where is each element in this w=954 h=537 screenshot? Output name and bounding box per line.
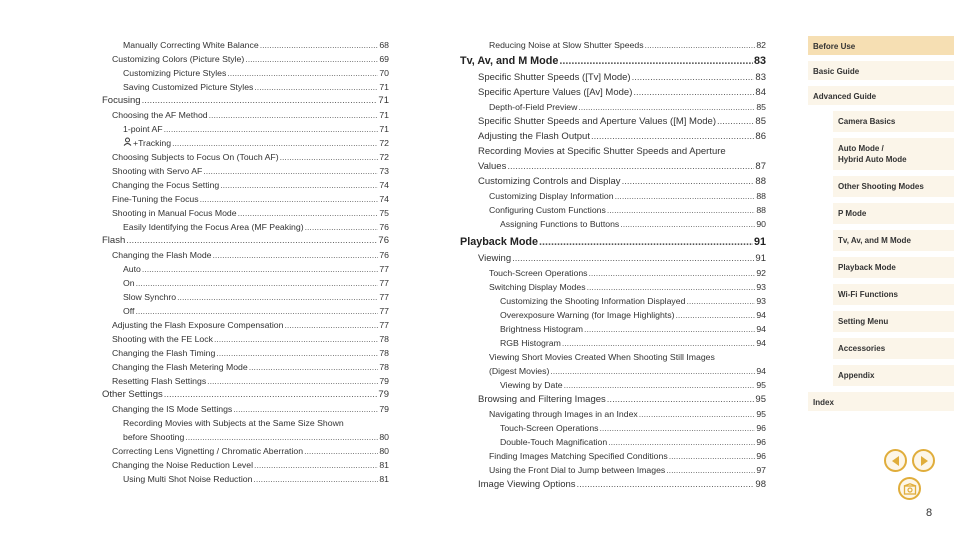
toc-entry-tv-av-and-m-mode[interactable] bbox=[460, 52, 766, 70]
leader-dots bbox=[220, 178, 378, 192]
sidebar-item-index[interactable] bbox=[808, 392, 954, 412]
leader-dots bbox=[213, 248, 379, 262]
leader-dots bbox=[587, 280, 756, 294]
toc-entry-focusing[interactable] bbox=[102, 94, 389, 108]
toc-entry-title: Correcting Lens Vignetting / Chromatic Aberration bbox=[112, 446, 304, 456]
toc-entry-specific-shutter-speeds-tv-mode[interactable] bbox=[460, 70, 766, 85]
toc-entry-page: 79 bbox=[379, 376, 389, 386]
toc-entry-changing-the-flash-mode[interactable] bbox=[102, 248, 389, 262]
toc-entry-page: 84 bbox=[755, 87, 766, 98]
toc-entry-page: 93 bbox=[756, 296, 766, 306]
toc-entry-title: Saving Customized Picture Styles bbox=[123, 82, 254, 92]
toc-entry-page: 90 bbox=[756, 219, 766, 229]
toc-entry-browsing-and-filtering-images[interactable] bbox=[460, 392, 766, 407]
leader-dots bbox=[254, 458, 378, 472]
toc-entry-title: Customizing Picture Styles bbox=[123, 68, 227, 78]
toc-entry-on[interactable] bbox=[102, 276, 389, 290]
toc-entry-title: Changing the Noise Reduction Level bbox=[112, 460, 254, 470]
toc-entry-page: 69 bbox=[379, 54, 389, 64]
toc-entry-page: 94 bbox=[756, 338, 766, 348]
leader-dots bbox=[203, 164, 378, 178]
toc-entry-customizing-the-shooting-information-dis[interactable] bbox=[460, 294, 766, 308]
leader-dots bbox=[185, 430, 378, 444]
leader-dots bbox=[607, 392, 755, 407]
sidebar-item-label: Auto Mode / Hybrid Auto Mode bbox=[838, 144, 907, 164]
toc-entry-specific-shutter-speeds-and-aperture-val[interactable] bbox=[460, 114, 766, 129]
toc-entry-title: Changing the Flash Timing bbox=[112, 348, 216, 358]
toc-entry-page: 71 bbox=[379, 82, 389, 92]
leader-dots bbox=[608, 435, 755, 449]
toc-entry-page: 91 bbox=[755, 253, 766, 264]
sidebar-item-p-mode[interactable] bbox=[833, 203, 954, 225]
toc-entry-title: Viewing bbox=[478, 253, 512, 264]
sidebar-item-label: Accessories bbox=[838, 344, 886, 353]
toc-entry-page: 94 bbox=[756, 324, 766, 334]
toc-entry-title: On bbox=[123, 278, 135, 288]
toc-entry-page: 88 bbox=[756, 205, 766, 215]
toc-entry-before-shooting[interactable] bbox=[102, 430, 389, 444]
toc-entry-title: Finding Images Matching Specified Conditions bbox=[489, 451, 668, 461]
toc-entry-page: 77 bbox=[379, 320, 389, 330]
leader-dots bbox=[135, 304, 378, 318]
toc-entry-page: 96 bbox=[756, 423, 766, 433]
sidebar-item-label: Advanced Guide bbox=[813, 92, 877, 101]
toc-entry-page: 76 bbox=[379, 222, 389, 232]
leader-dots bbox=[615, 189, 756, 203]
toc-entry-title: (Digest Movies) bbox=[489, 366, 550, 376]
toc-entry-resetting-flash-settings[interactable] bbox=[102, 374, 389, 388]
sidebar-item-accessories[interactable] bbox=[833, 338, 954, 360]
leader-dots bbox=[550, 364, 755, 378]
toc-entry-title: Fine-Tuning the Focus bbox=[112, 194, 199, 204]
sidebar-item-before-use[interactable] bbox=[808, 36, 954, 56]
toc-entry-changing-the-flash-timing[interactable] bbox=[102, 346, 389, 360]
leader-dots bbox=[591, 129, 754, 144]
toc-entry-title: Specific Aperture Values ([Av] Mode) bbox=[478, 87, 633, 98]
toc-entry-title: Resetting Flash Settings bbox=[112, 376, 207, 386]
toc-entry-navigating-through-images-in-an-index[interactable] bbox=[460, 407, 766, 421]
toc-entry-page: 88 bbox=[755, 176, 766, 187]
toc-entry-title: RGB Histogram bbox=[500, 338, 561, 348]
leader-dots bbox=[280, 150, 379, 164]
toc-entry-page: 94 bbox=[756, 366, 766, 376]
toc-entry-title: Double-Touch Magnification bbox=[500, 437, 608, 447]
toc-entry-title: Adjusting the Flash Output bbox=[478, 131, 590, 142]
triangle-right-icon bbox=[918, 455, 930, 467]
toc-entry-touch-screen-operations[interactable] bbox=[460, 266, 766, 280]
sidebar-item-label: Camera Basics bbox=[838, 117, 896, 126]
toc-entry-title: Choosing Subjects to Focus On (Touch AF) bbox=[112, 152, 279, 162]
leader-dots bbox=[233, 402, 378, 416]
sidebar-item-label: Basic Guide bbox=[813, 67, 860, 76]
leader-dots bbox=[633, 85, 754, 100]
leader-dots bbox=[666, 463, 755, 477]
leader-dots bbox=[245, 52, 378, 66]
toc-entry-title: Using Multi Shot Noise Reduction bbox=[123, 474, 253, 484]
sidebar-item-camera-basics[interactable] bbox=[833, 111, 954, 133]
toc-entry-easily-identifying-the-focus-area-mf-pea[interactable] bbox=[102, 220, 389, 234]
toc-entry-flash[interactable] bbox=[102, 234, 389, 248]
toc-entry-page: 87 bbox=[755, 161, 766, 172]
leader-dots bbox=[164, 388, 378, 402]
toc-entry-page: 81 bbox=[379, 460, 389, 470]
toc-entry-changing-the-flash-metering-mode[interactable] bbox=[102, 360, 389, 374]
toc-entry-title: Customizing Display Information bbox=[489, 191, 614, 201]
toc-entry-viewing-by-date[interactable] bbox=[460, 378, 766, 392]
leader-dots bbox=[164, 122, 379, 136]
toc-entry-title: Focusing bbox=[102, 95, 141, 106]
toc-entry-switching-display-modes[interactable] bbox=[460, 280, 766, 294]
toc-entry-other-settings[interactable] bbox=[102, 388, 389, 402]
toc-entry-customizing-picture-styles[interactable] bbox=[102, 66, 389, 80]
toc-entry-page: 73 bbox=[379, 166, 389, 176]
leader-dots bbox=[675, 308, 755, 322]
toc-entry-depth-of-field-preview[interactable] bbox=[460, 100, 766, 114]
toc-entry-specific-aperture-values-av-mode[interactable] bbox=[460, 85, 766, 100]
leader-dots bbox=[607, 203, 755, 217]
toc-entry-title: before Shooting bbox=[123, 432, 185, 442]
triangle-left-icon bbox=[890, 455, 902, 467]
toc-entry-title: Adjusting the Flash Exposure Compensation bbox=[112, 320, 284, 330]
toc-entry-page: 95 bbox=[756, 380, 766, 390]
leader-dots bbox=[645, 38, 756, 52]
leader-dots bbox=[214, 332, 378, 346]
toc-entry-customizing-colors-picture-style[interactable] bbox=[102, 52, 389, 66]
leader-dots bbox=[172, 136, 378, 150]
leader-dots bbox=[227, 66, 378, 80]
toc-entry-viewing-short-movies-created-when-shooti[interactable] bbox=[460, 350, 766, 364]
sidebar-item-label: Setting Menu bbox=[838, 317, 889, 326]
toc-entry-recording-movies-with-subjects-at-the-sa[interactable] bbox=[102, 416, 389, 430]
toc-entry-page: 78 bbox=[379, 334, 389, 344]
page-number: 8 bbox=[926, 507, 933, 519]
sidebar-item-label: Index bbox=[813, 398, 834, 407]
toc-entry-adjusting-the-flash-output[interactable] bbox=[460, 129, 766, 144]
leader-dots bbox=[562, 336, 756, 350]
sidebar-item-setting-menu[interactable] bbox=[833, 311, 954, 333]
sidebar-item-label: Appendix bbox=[838, 371, 875, 380]
sidebar-item-label: Wi-Fi Functions bbox=[838, 290, 898, 299]
leader-dots bbox=[209, 108, 379, 122]
toc-entry-page: 85 bbox=[755, 116, 766, 127]
toc-entry-using-multi-shot-noise-reduction[interactable] bbox=[102, 472, 389, 486]
sidebar-item-basic-guide[interactable] bbox=[808, 61, 954, 81]
toc-column-left bbox=[102, 38, 389, 486]
toc-entry-shooting-with-the-fe-lock[interactable] bbox=[102, 332, 389, 346]
sidebar-item-appendix[interactable] bbox=[833, 365, 954, 387]
toc-entry-using-the-front-dial-to-jump-between-ima[interactable] bbox=[460, 463, 766, 477]
toc-entry-page: 94 bbox=[756, 310, 766, 320]
toc-entry-playback-mode[interactable] bbox=[460, 233, 766, 251]
toc-entry-title: Customizing Controls and Display bbox=[478, 176, 621, 187]
leader-dots bbox=[249, 360, 379, 374]
leader-dots bbox=[559, 52, 753, 70]
leader-dots bbox=[305, 220, 379, 234]
toc-entry-title: Auto bbox=[123, 264, 141, 274]
leader-dots bbox=[620, 217, 755, 231]
toc-entry-page: 88 bbox=[756, 191, 766, 201]
toc-entry-fine-tuning-the-focus[interactable] bbox=[102, 192, 389, 206]
leader-dots bbox=[238, 206, 379, 220]
toc-entry-brightness-histogram[interactable] bbox=[460, 322, 766, 336]
sidebar-item-other-shooting-modes[interactable] bbox=[833, 176, 954, 198]
toc-entry-customizing-controls-and-display[interactable] bbox=[460, 174, 766, 189]
toc-entry-title: Assigning Functions to Buttons bbox=[500, 219, 620, 229]
toc-entry-page: 98 bbox=[755, 479, 766, 490]
toc-entry-shooting-in-manual-focus-mode[interactable] bbox=[102, 206, 389, 220]
leader-dots bbox=[622, 174, 755, 189]
toc-entry-values[interactable] bbox=[460, 159, 766, 174]
toc-entry-page: 78 bbox=[379, 362, 389, 372]
toc-entry-page: 71 bbox=[379, 124, 389, 134]
leader-dots bbox=[669, 449, 756, 463]
toc-entry-page: 77 bbox=[379, 264, 389, 274]
toc-entry-title: Shooting in Manual Focus Mode bbox=[112, 208, 237, 218]
toc-entry-title: Specific Shutter Speeds and Aperture Values ([M] Mode) bbox=[478, 116, 716, 127]
leader-dots bbox=[304, 444, 378, 458]
toc-entry-changing-the-is-mode-settings[interactable] bbox=[102, 402, 389, 416]
leader-dots bbox=[260, 38, 379, 52]
leader-dots bbox=[507, 159, 754, 174]
toc-entry-saving-customized-picture-styles[interactable] bbox=[102, 80, 389, 94]
toc-entry-title: Configuring Custom Functions bbox=[489, 205, 606, 215]
toc-entry-title: Browsing and Filtering Images bbox=[478, 394, 606, 405]
toc-entry-page: 75 bbox=[379, 208, 389, 218]
toc-column-middle bbox=[460, 38, 766, 492]
toc-entry-page: 81 bbox=[379, 474, 389, 484]
toc-entry-tracking[interactable] bbox=[102, 136, 389, 150]
toc-entry-title: Depth-of-Field Preview bbox=[489, 102, 578, 112]
toc-entry-touch-screen-operations[interactable] bbox=[460, 421, 766, 435]
section-sidebar bbox=[808, 36, 954, 417]
toc-entry-title: Viewing by Date bbox=[500, 380, 563, 390]
leader-dots bbox=[142, 94, 378, 108]
toc-entry-title: Brightness Histogram bbox=[500, 324, 584, 334]
toc-entry-page: 92 bbox=[756, 268, 766, 278]
toc-entry-page: 76 bbox=[378, 235, 389, 246]
sidebar-item-advanced-guide[interactable] bbox=[808, 86, 954, 106]
toc-entry-page: 83 bbox=[753, 55, 766, 67]
toc-entry-title: Switching Display Modes bbox=[489, 282, 586, 292]
toc-entry-page: 68 bbox=[379, 40, 389, 50]
leader-dots bbox=[717, 114, 754, 129]
toc-entry-page: 80 bbox=[379, 432, 389, 442]
leader-dots bbox=[207, 374, 378, 388]
toc-entry-page: 74 bbox=[379, 194, 389, 204]
toc-entry-customizing-display-information[interactable] bbox=[460, 189, 766, 203]
previous-page-button[interactable] bbox=[884, 449, 907, 472]
leader-dots bbox=[539, 233, 753, 251]
toc-entry-page: 85 bbox=[756, 102, 766, 112]
leader-dots bbox=[578, 100, 755, 114]
toc-entry-title: Customizing Colors (Picture Style) bbox=[112, 54, 245, 64]
toc-entry-finding-images-matching-specified-condit[interactable] bbox=[460, 449, 766, 463]
toc-entry-page: 97 bbox=[756, 465, 766, 475]
sidebar-item-tv-av-and-m-mode[interactable] bbox=[833, 230, 954, 252]
toc-entry-page: 77 bbox=[379, 278, 389, 288]
toc-entry-title: Image Viewing Options bbox=[478, 479, 576, 490]
toc-entry-page: 70 bbox=[379, 68, 389, 78]
toc-entry-title: Overexposure Warning (for Image Highlights) bbox=[500, 310, 675, 320]
toc-entry-page: 83 bbox=[755, 72, 766, 83]
sidebar-item-label: Tv, Av, and M Mode bbox=[838, 236, 911, 245]
toc-entry-title: Easily Identifying the Focus Area (MF Peaking) bbox=[123, 222, 304, 232]
toc-entry-page: 79 bbox=[378, 389, 389, 400]
toc-entry-title: Changing the Flash Mode bbox=[112, 250, 212, 260]
leader-dots bbox=[142, 262, 378, 276]
toc-entry-page: 71 bbox=[379, 110, 389, 120]
leader-dots bbox=[632, 70, 755, 85]
leader-dots bbox=[200, 192, 379, 206]
toc-entry-title: Flash bbox=[102, 235, 126, 246]
toc-entry-1-point-af[interactable] bbox=[102, 122, 389, 136]
toc-entry-digest-movies[interactable] bbox=[460, 364, 766, 378]
leader-dots bbox=[577, 477, 755, 492]
next-page-button[interactable] bbox=[912, 449, 935, 472]
leader-dots bbox=[686, 294, 755, 308]
toc-entry-page: 79 bbox=[379, 404, 389, 414]
toc-entry-title: Manually Correcting White Balance bbox=[123, 40, 259, 50]
toc-entry-page: 80 bbox=[379, 446, 389, 456]
toc-entry-rgb-histogram[interactable] bbox=[460, 336, 766, 350]
toc-entry-title: Values bbox=[478, 161, 507, 172]
leader-dots bbox=[564, 378, 756, 392]
toc-entry-configuring-custom-functions[interactable] bbox=[460, 203, 766, 217]
sidebar-item-auto-mode-hybrid-auto-mode[interactable] bbox=[833, 138, 954, 171]
leader-dots bbox=[177, 290, 378, 304]
toc-entry-title: +Tracking bbox=[123, 136, 171, 150]
toc-entry-page: 96 bbox=[756, 451, 766, 461]
toc-entry-title: Shooting with the FE Lock bbox=[112, 334, 213, 344]
toc-entry-page: 74 bbox=[379, 180, 389, 190]
sidebar-item-wi-fi-functions[interactable] bbox=[833, 284, 954, 306]
toc-entry-title: Touch-Screen Operations bbox=[489, 268, 588, 278]
toc-entry-page: 95 bbox=[756, 409, 766, 419]
toc-entry-title: Navigating through Images in an Index bbox=[489, 409, 638, 419]
toc-entry-title: Playback Mode bbox=[460, 236, 539, 248]
toc-entry-title: Recording Movies at Specific Shutter Speeds and Aperture bbox=[478, 146, 726, 157]
toc-entry-page: 71 bbox=[378, 95, 389, 106]
toc-entry-adjusting-the-flash-exposure-compensatio[interactable] bbox=[102, 318, 389, 332]
toc-entry-image-viewing-options[interactable] bbox=[460, 477, 766, 492]
toc-entry-manually-correcting-white-balance[interactable] bbox=[102, 38, 389, 52]
toc-entry-recording-movies-at-specific-shutter-spe[interactable] bbox=[460, 144, 766, 159]
toc-entry-viewing[interactable] bbox=[460, 251, 766, 266]
toc-entry-reducing-noise-at-slow-shutter-speeds[interactable] bbox=[460, 38, 766, 52]
leader-dots bbox=[284, 318, 378, 332]
toc-entry-title: Other Settings bbox=[102, 389, 163, 400]
leader-dots bbox=[589, 266, 756, 280]
toc-entry-page: 82 bbox=[756, 40, 766, 50]
sidebar-item-label: Other Shooting Modes bbox=[838, 182, 924, 191]
face-icon bbox=[123, 137, 132, 146]
toc-entry-title: Changing the Focus Setting bbox=[112, 180, 220, 190]
toc-entry-page: 96 bbox=[756, 437, 766, 447]
toc-entry-correcting-lens-vignetting-chromatic-abe[interactable] bbox=[102, 444, 389, 458]
toc-entry-title: Changing the Flash Metering Mode bbox=[112, 362, 248, 372]
sidebar-item-label: Playback Mode bbox=[838, 263, 896, 272]
toc-entry-title: Customizing the Shooting Information Displayed bbox=[500, 296, 686, 306]
sidebar-item-label: P Mode bbox=[838, 209, 867, 218]
leader-dots bbox=[253, 472, 378, 486]
toc-entry-page: 77 bbox=[379, 306, 389, 316]
toc-entry-overexposure-warning-for-image-highlight[interactable] bbox=[460, 308, 766, 322]
toc-entry-page: 95 bbox=[755, 394, 766, 405]
toc-entry-slow-synchro[interactable] bbox=[102, 290, 389, 304]
toc-entry-off[interactable] bbox=[102, 304, 389, 318]
toc-entry-page: 91 bbox=[753, 236, 766, 248]
toc-entry-title: Off bbox=[123, 306, 135, 316]
toc-entry-choosing-subjects-to-focus-on-touch-af[interactable] bbox=[102, 150, 389, 164]
toc-entry-page: 72 bbox=[379, 138, 389, 148]
toc-entry-title: Using the Front Dial to Jump between Images bbox=[489, 465, 666, 475]
toc-entry-title: Slow Synchro bbox=[123, 292, 177, 302]
leader-dots bbox=[136, 276, 379, 290]
toc-entry-title: Tv, Av, and M Mode bbox=[460, 55, 559, 67]
toc-entry-title: Reducing Noise at Slow Shutter Speeds bbox=[489, 40, 644, 50]
home-icon bbox=[903, 483, 917, 495]
sidebar-item-label: Before Use bbox=[813, 42, 856, 51]
toc-entry-title: Recording Movies with Subjects at the Same Size Shown bbox=[123, 418, 344, 428]
toc-entry-title: Shooting with Servo AF bbox=[112, 166, 203, 176]
leader-dots bbox=[600, 421, 756, 435]
toc-entry-choosing-the-af-method[interactable] bbox=[102, 108, 389, 122]
toc-entry-page: 93 bbox=[756, 282, 766, 292]
toc-entry-title: 1-point AF bbox=[123, 124, 163, 134]
toc-entry-title: Changing the IS Mode Settings bbox=[112, 404, 233, 414]
toc-entry-title: Touch-Screen Operations bbox=[500, 423, 599, 433]
toc-entry-double-touch-magnification[interactable] bbox=[460, 435, 766, 449]
toc-entry-changing-the-noise-reduction-level[interactable] bbox=[102, 458, 389, 472]
toc-entry-title: Viewing Short Movies Created When Shooting Still Images bbox=[489, 352, 715, 362]
toc-entry-page: 78 bbox=[379, 348, 389, 358]
leader-dots bbox=[584, 322, 755, 336]
toc-entry-page: 86 bbox=[755, 131, 766, 142]
leader-dots bbox=[126, 234, 377, 248]
toc-entry-shooting-with-servo-af[interactable] bbox=[102, 164, 389, 178]
leader-dots bbox=[254, 80, 378, 94]
toc-entry-page: 72 bbox=[379, 152, 389, 162]
toc-entry-auto[interactable] bbox=[102, 262, 389, 276]
toc-entry-changing-the-focus-setting[interactable] bbox=[102, 178, 389, 192]
home-button[interactable] bbox=[898, 477, 921, 500]
toc-entry-title: Choosing the AF Method bbox=[112, 110, 208, 120]
toc-entry-page: 76 bbox=[379, 250, 389, 260]
leader-dots bbox=[512, 251, 754, 266]
toc-entry-page: 77 bbox=[379, 292, 389, 302]
sidebar-item-playback-mode[interactable] bbox=[833, 257, 954, 279]
toc-entry-assigning-functions-to-buttons[interactable] bbox=[460, 217, 766, 231]
leader-dots bbox=[639, 407, 756, 421]
toc-entry-title: Specific Shutter Speeds ([Tv] Mode) bbox=[478, 72, 631, 83]
leader-dots bbox=[216, 346, 378, 360]
